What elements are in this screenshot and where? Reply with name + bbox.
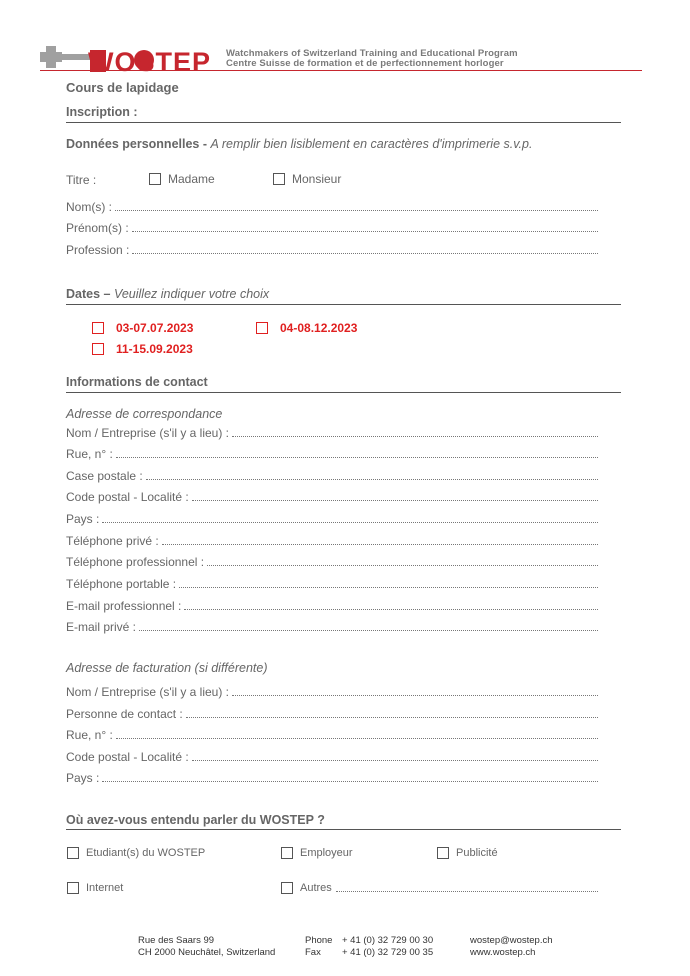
madame-label: Madame: [168, 172, 215, 186]
source-checkbox[interactable]: [437, 847, 449, 859]
billing-country-field[interactable]: Pays :: [66, 769, 598, 785]
date-option-2[interactable]: 04-08.12.2023: [256, 321, 357, 335]
dates-heading: Dates – Veuillez indiquer votre choix: [66, 287, 270, 301]
wostep-logo: [40, 44, 215, 72]
phone-mobile-field[interactable]: Téléphone portable :: [66, 575, 598, 591]
email-work-field[interactable]: E-mail professionnel :: [66, 597, 598, 613]
tagline-french: Centre Suisse de formation et de perfectionnement horloger: [226, 58, 504, 69]
tagline-english: Watchmakers of Switzerland Training and Educational Program: [226, 48, 518, 59]
header-rule: [40, 70, 642, 71]
divider: [66, 122, 621, 123]
madame-option[interactable]: [149, 172, 215, 186]
inscription-heading: Inscription :: [66, 105, 138, 119]
personal-data-heading: Données personnelles - A remplir bien lisiblement en caractères d'imprimerie s.v.p.: [66, 137, 533, 151]
source-students-option[interactable]: Etudiant(s) du WOSTEP: [67, 847, 205, 859]
po-box-field[interactable]: Case postale :: [66, 467, 598, 483]
billing-postal-field[interactable]: Code postal - Localité :: [66, 748, 598, 764]
personal-data-subtitle: A remplir bien lisiblement en caractères d'imprimerie s.v.p.: [210, 137, 533, 151]
phone-private-field[interactable]: Téléphone privé :: [66, 532, 598, 548]
monsieur-option[interactable]: [273, 172, 341, 186]
correspondence-heading: Adresse de correspondance: [66, 407, 223, 421]
billing-name-field[interactable]: Nom / Entreprise (s'il y a lieu) :: [66, 683, 598, 699]
phone-work-field[interactable]: Téléphone professionnel :: [66, 553, 598, 569]
contact-heading: Informations de contact: [66, 375, 208, 389]
prenom-field[interactable]: Prénom(s) :: [66, 219, 598, 235]
monsieur-label: Monsieur: [292, 172, 342, 186]
source-checkbox[interactable]: [281, 882, 293, 894]
billing-street-field[interactable]: Rue, n° :: [66, 726, 598, 742]
date-checkbox[interactable]: [256, 322, 268, 334]
correspondence-name-field[interactable]: Nom / Entreprise (s'il y a lieu) :: [66, 424, 598, 440]
source-employer-option[interactable]: Employeur: [281, 847, 353, 859]
date-checkbox[interactable]: [92, 322, 104, 334]
source-checkbox[interactable]: [67, 882, 79, 894]
footer-website[interactable]: www.wostep.ch: [470, 947, 536, 958]
profession-field[interactable]: Profession :: [66, 241, 598, 257]
date-option-1[interactable]: 03-07.07.2023: [92, 321, 193, 335]
footer-address: Rue des Saars 99 CH 2000 Neuchâtel, Switzerland: [138, 935, 276, 958]
source-checkbox[interactable]: [67, 847, 79, 859]
correspondence-postal-field[interactable]: Code postal - Localité :: [66, 488, 598, 504]
email-private-field[interactable]: E-mail privé :: [66, 618, 598, 634]
divider: [66, 392, 621, 393]
billing-heading: Adresse de facturation (si différente): [66, 661, 268, 675]
nom-field[interactable]: Nom(s) :: [66, 198, 598, 214]
date-option-3[interactable]: 11-15.09.2023: [92, 342, 193, 356]
divider: [66, 304, 621, 305]
source-other-option[interactable]: Autres: [281, 882, 598, 894]
source-advertising-option[interactable]: Publicité: [437, 847, 498, 859]
madame-checkbox[interactable]: [149, 173, 161, 185]
svg-text:WOSTEP: WOSTEP: [88, 47, 212, 72]
course-title: Cours de lapidage: [66, 80, 179, 95]
dates-subtitle: Veuillez indiquer votre choix: [113, 287, 270, 301]
monsieur-checkbox[interactable]: [273, 173, 285, 185]
other-field[interactable]: [336, 891, 598, 892]
source-checkbox[interactable]: [281, 847, 293, 859]
titre-label: Titre :: [66, 173, 97, 187]
billing-contact-field[interactable]: Personne de contact :: [66, 705, 598, 721]
source-internet-option[interactable]: Internet: [67, 882, 123, 894]
source-heading: Où avez-vous entendu parler du WOSTEP ?: [66, 813, 325, 827]
correspondence-country-field[interactable]: Pays :: [66, 510, 598, 526]
divider: [66, 829, 621, 830]
footer-phone-labels: Phone Fax: [305, 935, 333, 958]
footer-email[interactable]: wostep@wostep.ch: [470, 935, 553, 946]
footer-contact: [470, 935, 553, 959]
date-checkbox[interactable]: [92, 343, 104, 355]
footer-phone-values: + 41 (0) 32 729 00 30 + 41 (0) 32 729 00 35: [342, 935, 434, 958]
correspondence-street-field[interactable]: Rue, n° :: [66, 445, 598, 461]
